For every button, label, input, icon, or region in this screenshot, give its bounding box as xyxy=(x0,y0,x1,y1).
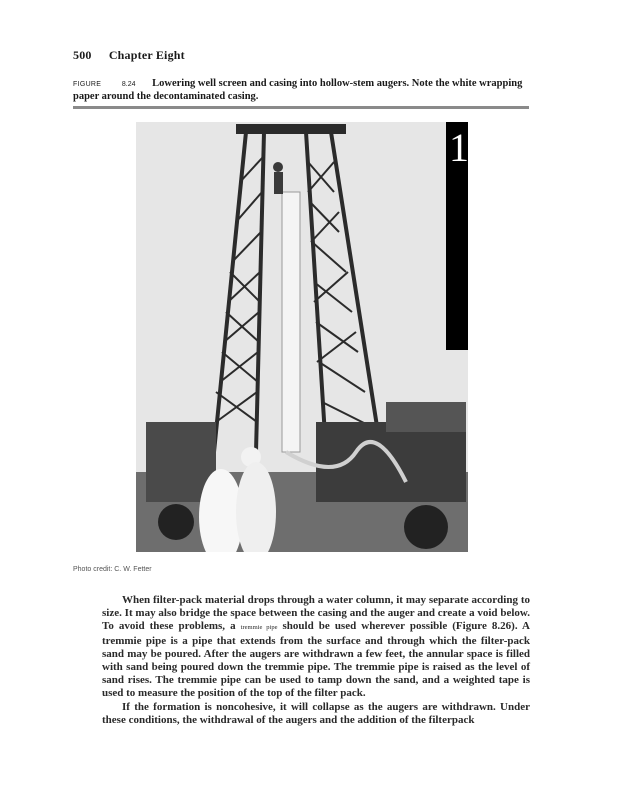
figure-number: 8.24 xyxy=(121,81,136,88)
page-header xyxy=(73,48,185,63)
crown-block xyxy=(236,124,346,134)
chapter-title: Chapter Eight xyxy=(108,48,185,62)
body-text xyxy=(102,594,530,727)
page-edge-bar xyxy=(446,122,468,350)
worker-on-mast-body xyxy=(274,172,283,194)
truck-wheel-left xyxy=(158,504,194,540)
caption-text: Lowering well screen and casing into hollow-stem augers. Note the white wrapping paper around the decontaminated casing. xyxy=(73,78,523,102)
paragraph-2: If the formation is noncohesive, it will collapse as the augers are withdrawn. Under these conditions, the withdrawal of the augers and the addition of the filterpack xyxy=(102,700,530,726)
figure-label: FIGURE xyxy=(73,81,102,88)
rig-deck xyxy=(386,402,466,432)
bar-numeral: 1 xyxy=(449,125,469,170)
drilling-rig-illustration xyxy=(136,122,468,552)
term-tremmie-pipe: tremmie pipe xyxy=(240,624,278,632)
photo-credit: Photo credit: C. W. Fetter xyxy=(73,566,152,573)
paragraph-1: When filter-pack material drops through a water column, it may separate according to size. It may also bridge the space between the casing and the auger and create a void below. To avoid these problems, a tremmie pipe should be used wherever possible (Figure 8.26). A tremmie pipe is a pipe that extends from the surface and through which the filter-pack sand may be poured. After the augers are withdrawn a few feet, the annular space is filled with sand being poured down the tremmie pipe. The tremmie pipe is raised as the level of sand rises. The tremmie pipe can be used to tamp down the sand, and a weighted tape is used to measure the position of the top of the filter pack. xyxy=(102,594,530,700)
page-number: 500 xyxy=(73,48,92,62)
drilling-rig-photo xyxy=(136,122,468,552)
truck-wheel xyxy=(404,505,448,549)
well-casing xyxy=(282,192,300,452)
figure-caption xyxy=(73,78,533,103)
worker-on-mast xyxy=(273,162,283,172)
rig-engine xyxy=(316,422,466,502)
caption-rule xyxy=(73,106,529,109)
